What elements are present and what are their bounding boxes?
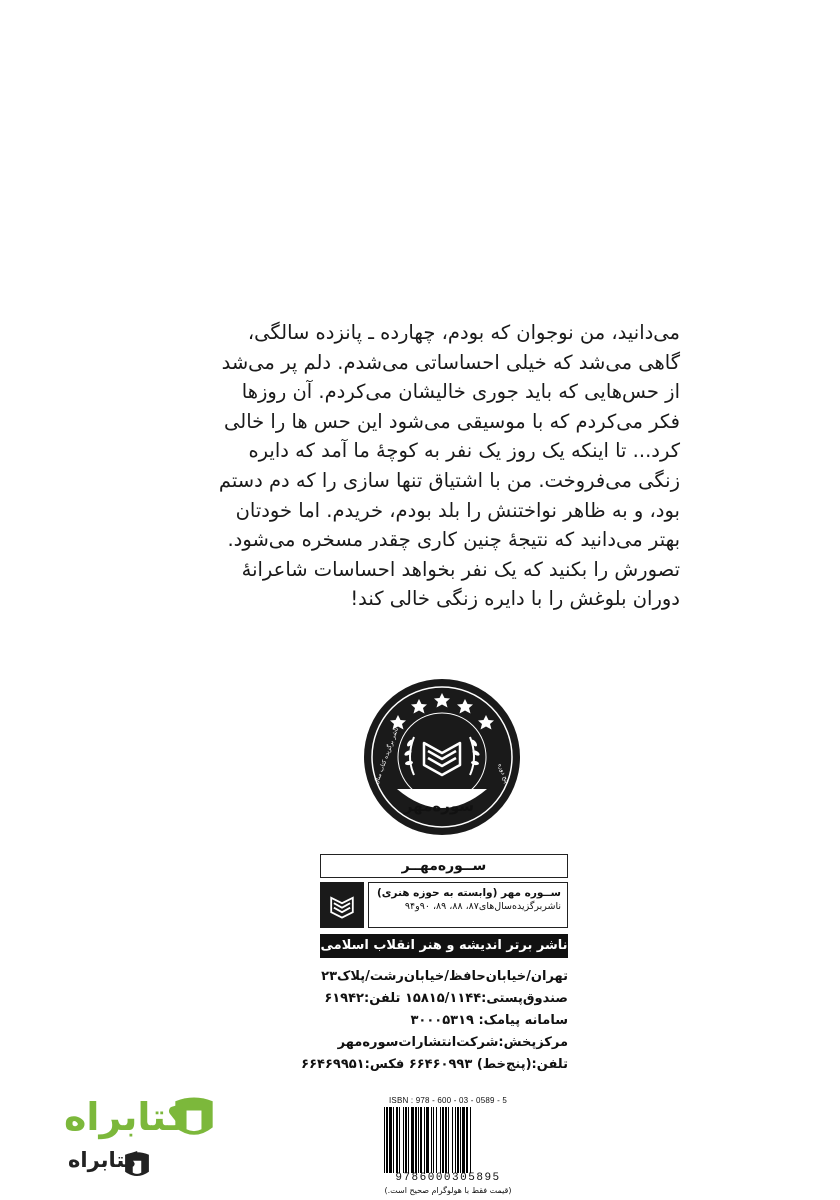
barcode-bar xyxy=(411,1107,414,1173)
barcode-bar xyxy=(418,1107,419,1173)
publisher-address xyxy=(301,966,568,1076)
barcode-bar xyxy=(405,1107,407,1173)
barcode-bar xyxy=(431,1107,432,1173)
publisher-logo xyxy=(320,882,364,928)
barcode-bar xyxy=(403,1107,404,1173)
emblem-name: سوره‌مهر xyxy=(403,797,474,815)
blurb-line: گاهی می‌شد که خیلی احساساتی می‌شدم. دلم پر می‌شد xyxy=(221,350,680,374)
barcode-icon xyxy=(382,1107,514,1173)
emblem-ring-text: ناشر برگزیده کتاب سال xyxy=(373,726,401,786)
address-line: تلفن:(پنج‌خط) ۶۶۴۶۰۹۹۳ فکس:۶۶۴۶۹۹۵۱ xyxy=(301,1057,568,1072)
barcode-bar xyxy=(420,1107,422,1173)
book-logo-icon xyxy=(324,887,360,923)
barcode-block xyxy=(382,1096,514,1195)
back-cover-blurb xyxy=(150,318,680,614)
barcode-bar xyxy=(440,1107,441,1173)
watermark-small-text: کتابراه xyxy=(68,1148,138,1172)
barcode-bar xyxy=(415,1107,417,1173)
ketabrah-watermark xyxy=(28,1090,228,1190)
barcode-bar xyxy=(470,1107,471,1173)
barcode-bar xyxy=(408,1107,409,1173)
barcode-bar xyxy=(445,1107,447,1173)
barcode-bar xyxy=(462,1107,465,1173)
blurb-line: کرد... تا اینکه یک روز یک نفر به کوچهٔ ما آمد که دایره xyxy=(248,439,680,463)
barcode-bar xyxy=(426,1107,429,1173)
barcode-bar xyxy=(457,1107,459,1173)
barcode-bar xyxy=(433,1107,434,1173)
barcode-bar xyxy=(452,1107,453,1173)
barcode-bar xyxy=(386,1107,388,1173)
price-note: (قیمت فقط با هولوگرام صحیح است.) xyxy=(384,1186,512,1195)
barcode-bars xyxy=(382,1107,514,1173)
publisher-emblem xyxy=(362,677,522,837)
blurb-line: بود، و به ظاهر نواختنش را بلد بودم، خریدم. اما خودتان xyxy=(235,498,680,522)
emblem-ring-text-2: پنج دوره xyxy=(496,762,511,785)
barcode-bar xyxy=(389,1107,392,1173)
address-line: مرکز‌پخش:شرکت‌انتشارات‌سوره‌مهر xyxy=(337,1035,568,1050)
publisher-slogan: ناشر برتر اندیشه و هنر انقلاب اسلامی xyxy=(320,934,568,958)
blurb-line: می‌دانید، من نوجوان که بودم، چهارده ـ پانزده سالگی، xyxy=(247,321,680,344)
watermark-big-text: کتابراه xyxy=(64,1095,190,1139)
publisher-info xyxy=(368,882,568,928)
isbn-text: ISBN : 978 - 600 - 03 - 0589 - 5 xyxy=(388,1096,508,1105)
barcode-bar xyxy=(460,1107,461,1173)
blurb-line: بهتر می‌دانید که نتیجهٔ چنین کاری چقدر مسخره می‌شود. xyxy=(227,528,680,552)
barcode-bar xyxy=(393,1107,394,1173)
barcode-bar xyxy=(448,1107,449,1173)
barcode-bar xyxy=(455,1107,456,1173)
barcode-bar xyxy=(424,1107,425,1173)
blurb-line: دوران بلوغش را با دایره زنگی خالی کند! xyxy=(350,587,680,611)
address-line: تهران/خیابان‌حافظ/خیابان‌رشت/پلاک۲۳ xyxy=(321,969,568,984)
barcode-bar xyxy=(399,1107,400,1173)
address-line: سامانه پیامک: ۳۰۰۰۵۳۱۹ xyxy=(410,1013,568,1028)
barcode-bar xyxy=(396,1107,398,1173)
publisher-info-line2: ناشربرگزیده‌سال‌های۸۷، ۸۸، ۸۹، ۹۰و۹۴ xyxy=(404,901,561,912)
barcode-bar xyxy=(466,1107,468,1173)
blurb-line: فکر می‌کردم که با موسیقی می‌شود این حس ها را خالی xyxy=(224,409,680,433)
address-line: صندوق‌پستی:۱۵۸۱۵/۱۱۴۴ تلفن:۶۱۹۴۲ xyxy=(324,991,568,1006)
barcode-bar xyxy=(436,1107,437,1173)
blurb-line: تصورش را بکنید که یک نفر بخواهد احساسات شاعرانهٔ xyxy=(241,557,680,581)
publisher-name: ســوره‌مهــر xyxy=(320,854,568,878)
blurb-line: زنگی می‌فروخت. من با اشتیاق تنها سازی را که دم دستم xyxy=(218,468,680,492)
barcode-bar xyxy=(384,1107,385,1173)
barcode-bar xyxy=(442,1107,444,1173)
barcode-number: 9786000305895 xyxy=(395,1172,501,1184)
publisher-info-line1: ســوره مهر (وابسته به حوزه هنری) xyxy=(376,887,561,899)
blurb-line: از حس‌هایی که باید جوری خالیشان می‌کردم. آن روزها xyxy=(241,380,680,404)
publisher-block xyxy=(301,854,568,1076)
